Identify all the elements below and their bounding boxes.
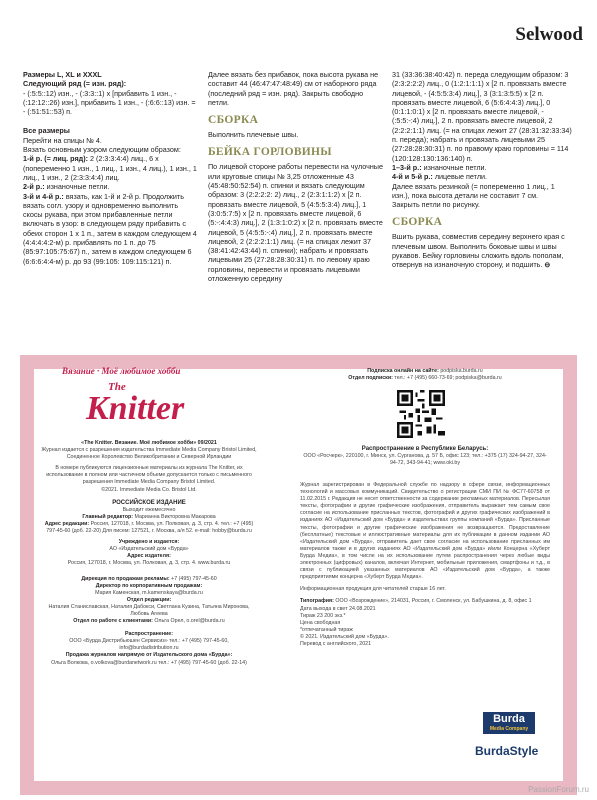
row1-paragraph: [23, 154, 199, 182]
the-knitter-logo: The Knitter: [86, 381, 185, 427]
r13-text: изнаночные петли.: [423, 162, 487, 172]
r13-label: 1–3-й р.:: [392, 162, 422, 172]
row2-text: изнаночные петли.: [46, 182, 110, 192]
neckband-text: По лицевой стороне работы перевести на чулочные или круговые спицы № 3,25 отложенные 43 (45:48:50:52:54) п. спинки и вязать следующим образом: 3 (2:2:2:2: 2) лиц., 2 (2:3:1:1:2) х [2 п. провязать вместе лицевой, 5 (4:5:5:3:4) лиц.], 1 (3:0:5:7:5) х [2 п. провязать вместе лицевой, 6 (5:-:4:4:3) лиц.], 2 (1:3:1:0:2) х [2 п. провязать вместе лицевой, 5 (4:5:5:-:4) лиц.], 2 п. провязать вместе лицевой, 2 (2:2:2:1:1) лиц. (= на спицах лежит 37 (38:41:42:43:44) п. спинки); набрать и провязать лицевыми 25 (27:28:28:30:31) п. по левому краю горловины, перевести и провязать лицевыми отложенную середину: [208, 162, 383, 284]
assembly-text-2: Вшить рукава, совместив середину верхнего края с плечевым швом. Выполнить боковые швы и швы рукавов. Бейку горловины сложить вдоль пополам, отвернув на изнаночную сторону, и подшить. ⊖: [392, 232, 565, 270]
neckband-continued: 31 (33:36:38:40:42) п. переда следующим образом: 3 (2:3:2:2:2) лиц., 0 (1:2:1:1:1) х [2 п. провязать вместе лицевой, - (4:5:5:3:4) лиц.], 3 (3:1:3:5:5) х [2 п. провязать вместе лицевой, 6 (5:6:4:4:3) лиц.], 0 (0:1:1:0:1) х [2 п. провязать вместе лицевой, - (:5:5:-:4) лиц.], 2 п. провязать вместе лицевой, 2 (2:2:2:1:1) лиц. (= на спицах лежит 27 (28:31:32:33:34) п. переда); набрать и провязать лицевыми 25 (27:28:28:30:31) п. по правому краю горловины = 114 (120:128:130:136:140) п.: [392, 70, 572, 163]
belarus-distribution: Распространение в Республике Беларусь: ООО «Росчерк», 220100, г. Минск, ул. Сурганова, д. 57 Б, офис 123; тел.: +375 (17) 324-94-27, 324-94-72, 343-94-41; www.oki.by: [303, 446, 547, 467]
row2-paragraph: [23, 182, 199, 191]
row34-paragraph: [23, 192, 199, 266]
row34-text: вязать, как 1-й и 2-й р. Продолжить вязать согл. узору и одновременно выполнить скосы рукава, при этом прибавленные петли включать в узор: в следующем ряду прибавить с обеих сторон 1 х 1 п., затем в каждом следующем 4 (4:4:4:4:2-м) р. прибавлять по 1 п. до 75 (85:97:105:75:67) п., затем в каждом следующем 6 (6:6:6:4:4-м) р. до 93 (99:105: 109:115:121) п.: [23, 191, 197, 266]
all-sizes-heading: Все размеры: [23, 126, 70, 136]
bindoff-text: Закрыть петли по рисунку.: [392, 200, 480, 210]
end-mark-icon: ⊖: [544, 260, 551, 270]
column-1: [23, 70, 199, 266]
burdastyle-logo: BurdaStyle: [475, 744, 539, 758]
row1-text: 2 (2:3:3:4:4) лиц., 6 х (попеременно 1 изн., 1 лиц., 1 изн., 4 лиц.), 1 изн., 1 лиц., 1 изн., 2 (2:3:3:4:4) лиц.: [23, 154, 197, 182]
all-sizes-text1: Перейти на спицы № 4.: [23, 135, 102, 145]
assembly-text: Выполнить плечевые швы.: [208, 130, 299, 140]
burda-logo: Burda Media Company: [483, 712, 535, 734]
qr-code-icon: [397, 390, 445, 438]
r13-paragraph: [392, 163, 572, 172]
neckband-title: БЕЙКА ГОРЛОВИНЫ: [208, 146, 332, 159]
row34-label: 3-й и 4-й р.:: [23, 191, 64, 201]
all-sizes-text2: Вязать основным узором следующим образом:: [23, 145, 181, 155]
column-2: [208, 70, 384, 283]
row1-label: 1-й р. (= лиц. ряд):: [23, 154, 89, 164]
brand-header: Selwood: [515, 24, 583, 45]
row2-label: 2-й р.:: [23, 182, 45, 192]
imprint-left: «The Knitter. Вязание. Моё любимое хобби» 09/2021 Журнал издается с разрешения издательства Immediate Media Company Bristol Limited, Соединенное Королевство Великобритании и Северной Ирландии В номере публикуются лицензионные материалы из журнала The Knitter, их использование в полном или частичном объеме допускается только с письменного разрешения Immediate Media Company Bristol Limited. ©2021. Immediate Media Co. Bristol Ltd. РОССИЙСКОЕ ИЗДАНИЕ Выходит ежемесячно Главный редактор: Марианна Викторовна Макарова Адрес редакции: Россия, 127018, г. Москва, ул. Полковая, д. 3, стр. 4. тел.: +7 (495) 797-45-60 (доб. 22-20) Для писем: 127521, г. Москва, а/я 52. e-mail: hobby@burda.ru Учреждено и издается: АО «Издательский дом «Бурда» Адрес издателя: Россия, 127018, г. Москва, ул. Полковая, д. 3, стр. 4. www.burda.ru Дирекция по продажам рекламы: +7 (495) 797-45-60 Директор по корпоративным продажам: Мария Каменская, m.kamenskaya@burda.ru Отдел редакции: Наталия Станиславская, Наталия Дабокси, Светлана Кузина, Татьяна Миронова, Любовь Агеева Отдел по работе с клиентами: Ольга Орел, o.orel@burda.ru Распространение: ООО «Бурда Дистрибьюшен Сервисиз» тел.: +7 (495) 797-45-60, info@burdadistribution.ru Продажа журналов напрямую от Издательского дома «Бурда»: Ольга Волкова, o.volkova@burdanetwork.ru тел.: +7 (495) 797-45-60 (доб. 22-14): [41, 440, 257, 666]
sizes-text: - (:5:5::12) изн., - (:3:3::1) х [прибавить 1 изн., - (:12:12::26) изн.], прибавить 1 изн., - (:6:6::13) изн. = - (:51:51::53) п.: [23, 88, 196, 117]
rib-text: Далее вязать резинкой (= попеременно 1 лиц., 1 изн.), пока высота детали не составит 7 см.: [392, 181, 555, 200]
tagline: Вязание · Моё любимое хобби: [62, 366, 181, 376]
sizes-row-heading: Следующий ряд (= изн. ряд):: [23, 79, 127, 89]
r45-label: 4-й и 5-й р.:: [392, 172, 433, 182]
r45-paragraph: [392, 172, 572, 181]
legal-text: Журнал зарегистрирован в Федеральной службе по надзору в сфере связи, информационных технологий и массовых коммуникаций. Свидетельство о регистрации СМИ ПИ № ФС77-60758 от 11.02.2015 г. Редакция не несет ответственности за содержание рекламных материалов. Пересылая тексты, фотографии и другие графические изображения, отправитель выражает тем самым свое согласие на использование присланных текстов, фотографий и других графических изображений в изданиях АО «Издательский дом «Бурда» и издательствах группы компаний «Бурда». Присланные тексты, фотографии и другие графические изображения не возвращаются. Предоставление (бесплатные) текстовые и иллюстративные материалы для их публикации в данном издании АО «Издательский дом «Бурда», отправитель дает свое согласие на использование присланных им материалов также и в других изданиях АО «Издательский дом «Бурда» и/или Концерна «Хуберт Бурда Медиа», в том числе на их использование путем распространения через любые виды электронных (цифровых) каналов, включая Интернет, мобильные приложения, смартфоны и т.д., в связи с публикацией указанных материалов АО «Издательский дом «Бурда», а также предприятиями концерна «Хуберт Бурда Медиа». Информационная продукция для читателей старше 16 лет. Типография: ООО «Возрождение», 214031, Россия, г. Смоленск, ул. Бабушкина, д. 8, офис 1 Дата выхода в свет 24.08.2021 Тираж 23 200 экз.* Цена свободная *отпечатанный тираж © 2021. Издательский дом «Бурда». Перевод с английского, 2021: [300, 482, 550, 647]
column-3: [392, 70, 572, 270]
subscription-info: Подписка онлайн на сайте: podpiska.burda.ru Отдел подписки: тел.: +7 (495) 660-73-69; podpiska@burda.ru: [348, 368, 502, 382]
sizes-heading: Размеры L, XL и XXXL: [23, 70, 102, 79]
assembly-title: СБОРКА: [208, 114, 259, 127]
assembly-title-2: СБОРКА: [392, 216, 443, 229]
sleeve-finish-text: Далее вязать без прибавок, пока высота рукава не составит 44 (46:47:47:48:49) см от наборного ряда (последний ряд = изн. ряд). Закрыть свободно петли.: [208, 70, 379, 107]
r45-text: лицевые петли.: [434, 172, 488, 182]
watermark: PassionForum.ru: [528, 785, 589, 794]
